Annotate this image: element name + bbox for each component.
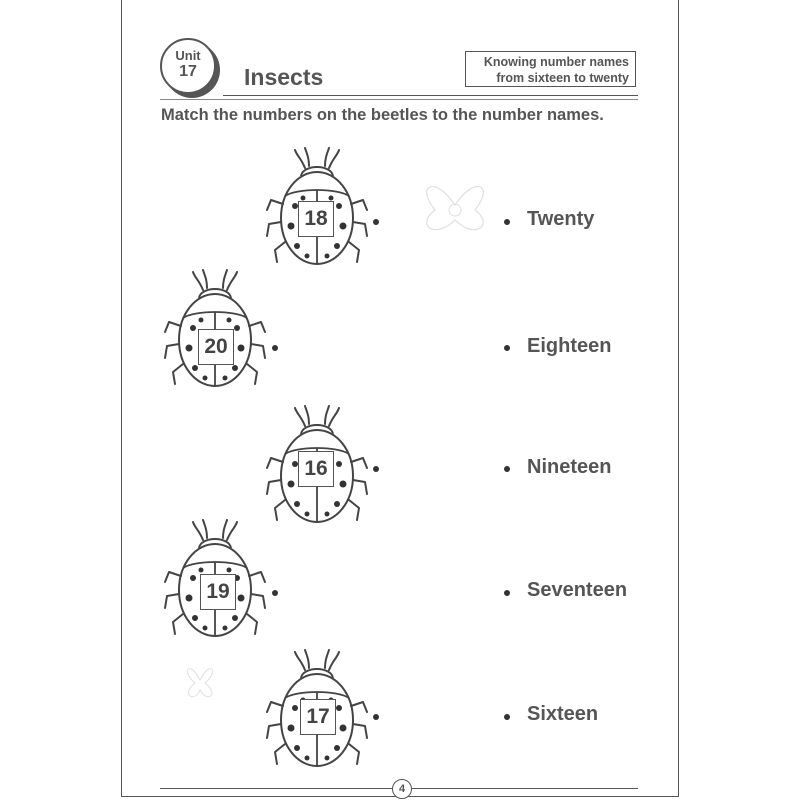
unit-number: 17 [179, 63, 197, 80]
beetle-number-3: 16 [298, 451, 334, 487]
match-dot-name-4[interactable] [504, 590, 510, 596]
page-title: Insects [244, 64, 324, 90]
beetle-number-5: 17 [300, 699, 336, 735]
instruction-text: Match the numbers on the beetles to the number names. [161, 106, 604, 124]
match-dot-beetle-5[interactable] [373, 714, 379, 720]
number-name-1: Twenty [527, 208, 595, 230]
match-dot-beetle-4[interactable] [272, 590, 278, 596]
match-dot-name-1[interactable] [504, 219, 510, 225]
match-dot-name-2[interactable] [504, 345, 510, 351]
beetle-number-4: 19 [200, 574, 236, 610]
match-dot-beetle-3[interactable] [373, 466, 379, 472]
number-name-5: Sixteen [527, 703, 599, 725]
match-dot-name-3[interactable] [504, 466, 510, 472]
background-flower-sketch-2 [175, 655, 225, 705]
topic-box [465, 51, 636, 87]
beetle-number-2: 20 [198, 329, 234, 365]
match-dot-beetle-1[interactable] [373, 219, 379, 225]
unit-label: Unit [175, 48, 201, 63]
number-name-4: Seventeen [527, 579, 628, 601]
page-number: 4 [392, 779, 412, 799]
header-rule [223, 95, 638, 96]
background-flower-sketch [405, 165, 505, 245]
match-dot-beetle-2[interactable] [272, 345, 278, 351]
unit-badge [160, 38, 216, 94]
number-name-3: Nineteen [527, 456, 612, 478]
number-name-2: Eighteen [527, 335, 612, 357]
topic-line-2: from sixteen to twenty [496, 71, 629, 85]
topic-line-1: Knowing number names [483, 55, 629, 69]
match-dot-name-5[interactable] [504, 714, 510, 720]
beetle-number-1: 18 [298, 201, 334, 237]
header-rule-thin [160, 99, 638, 100]
